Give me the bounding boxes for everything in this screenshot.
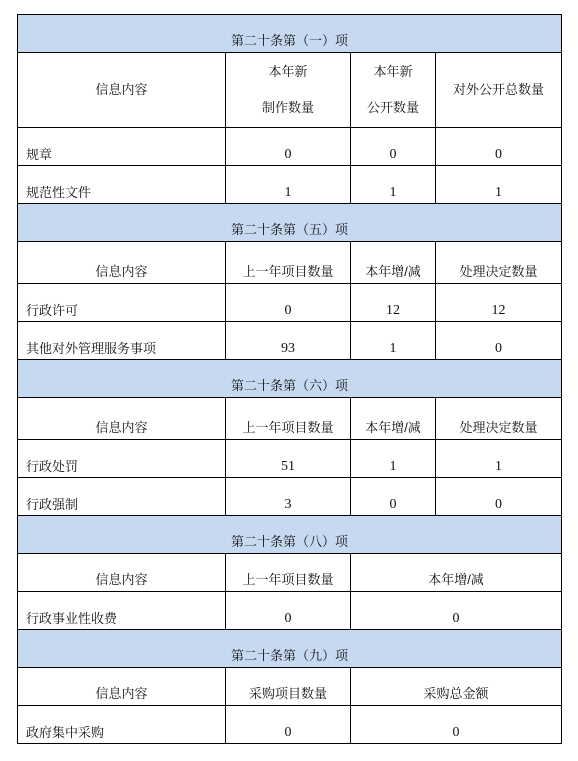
cell-value: 0: [226, 592, 351, 630]
cell-value: 0: [226, 706, 351, 744]
header-info-content: 信息内容: [18, 668, 226, 706]
header-info-content: 信息内容: [18, 398, 226, 440]
header-prev-year-count: 上一年项目数量: [226, 554, 351, 592]
cell-value: 0: [351, 706, 562, 744]
cell-value: 0: [436, 128, 562, 166]
section-title-row: [18, 15, 562, 53]
header-row: [18, 398, 562, 440]
table-row: [18, 478, 562, 516]
header-row: [18, 554, 562, 592]
header-new-produced: [226, 53, 351, 128]
cell-value: 0: [351, 592, 562, 630]
disclosure-statistics-table: [17, 14, 562, 744]
cell-value: 1: [351, 322, 436, 360]
header-row: [18, 668, 562, 706]
row-label: 行政事业性收费: [18, 592, 226, 630]
cell-value: 0: [351, 128, 436, 166]
header-decision-count: 处理决定数量: [436, 242, 562, 284]
header-change: 本年增/减: [351, 554, 562, 592]
cell-value: 3: [226, 478, 351, 516]
header-prev-year-count: 上一年项目数量: [226, 398, 351, 440]
disclosure-table-sheet: [17, 14, 561, 750]
header-change: 本年增/减: [351, 398, 436, 440]
header-prev-year-count: 上一年项目数量: [226, 242, 351, 284]
cell-value: 1: [226, 166, 351, 204]
row-label: 其他对外管理服务事项: [18, 322, 226, 360]
cell-value: 0: [436, 478, 562, 516]
cell-value: 0: [436, 322, 562, 360]
header-change: 本年增/减: [351, 242, 436, 284]
row-label: 行政强制: [18, 478, 226, 516]
section-title-row: [18, 204, 562, 242]
header-line: 公开数量: [366, 100, 419, 115]
row-label: 规章: [18, 128, 226, 166]
section-title-row: [18, 360, 562, 398]
section-title: 第二十条第（一）项: [18, 15, 562, 53]
header-info-content: 信息内容: [18, 554, 226, 592]
header-row: [18, 53, 562, 128]
table-row: [18, 440, 562, 478]
header-info-content: 信息内容: [18, 242, 226, 284]
table-row: [18, 284, 562, 322]
row-label: 政府集中采购: [18, 706, 226, 744]
section-title: 第二十条第（九）项: [18, 630, 562, 668]
section-title: 第二十条第（八）项: [18, 516, 562, 554]
cell-value: 1: [351, 440, 436, 478]
header-line: 本年新: [268, 64, 308, 79]
table-row: [18, 128, 562, 166]
cell-value: 1: [351, 166, 436, 204]
header-total-published: 对外公开总数量: [436, 53, 562, 128]
header-procurement-count: 采购项目数量: [226, 668, 351, 706]
cell-value: 12: [351, 284, 436, 322]
table-row: [18, 706, 562, 744]
header-line: 本年新: [373, 64, 413, 79]
cell-value: 0: [226, 128, 351, 166]
row-label: 行政处罚: [18, 440, 226, 478]
table-row: [18, 166, 562, 204]
header-line: 制作数量: [261, 100, 314, 115]
cell-value: 0: [226, 284, 351, 322]
table-row: [18, 592, 562, 630]
cell-value: 51: [226, 440, 351, 478]
cell-value: 1: [436, 440, 562, 478]
section-title-row: [18, 630, 562, 668]
header-decision-count: 处理决定数量: [436, 398, 562, 440]
header-procurement-amount: 采购总金额: [351, 668, 562, 706]
cell-value: 93: [226, 322, 351, 360]
row-label: 规范性文件: [18, 166, 226, 204]
header-row: [18, 242, 562, 284]
section-title: 第二十条第（六）项: [18, 360, 562, 398]
section-title: 第二十条第（五）项: [18, 204, 562, 242]
cell-value: 0: [351, 478, 436, 516]
header-new-published: [351, 53, 436, 128]
section-title-row: [18, 516, 562, 554]
header-info-content: 信息内容: [18, 53, 226, 128]
cell-value: 1: [436, 166, 562, 204]
cell-value: 12: [436, 284, 562, 322]
table-row: [18, 322, 562, 360]
row-label: 行政许可: [18, 284, 226, 322]
